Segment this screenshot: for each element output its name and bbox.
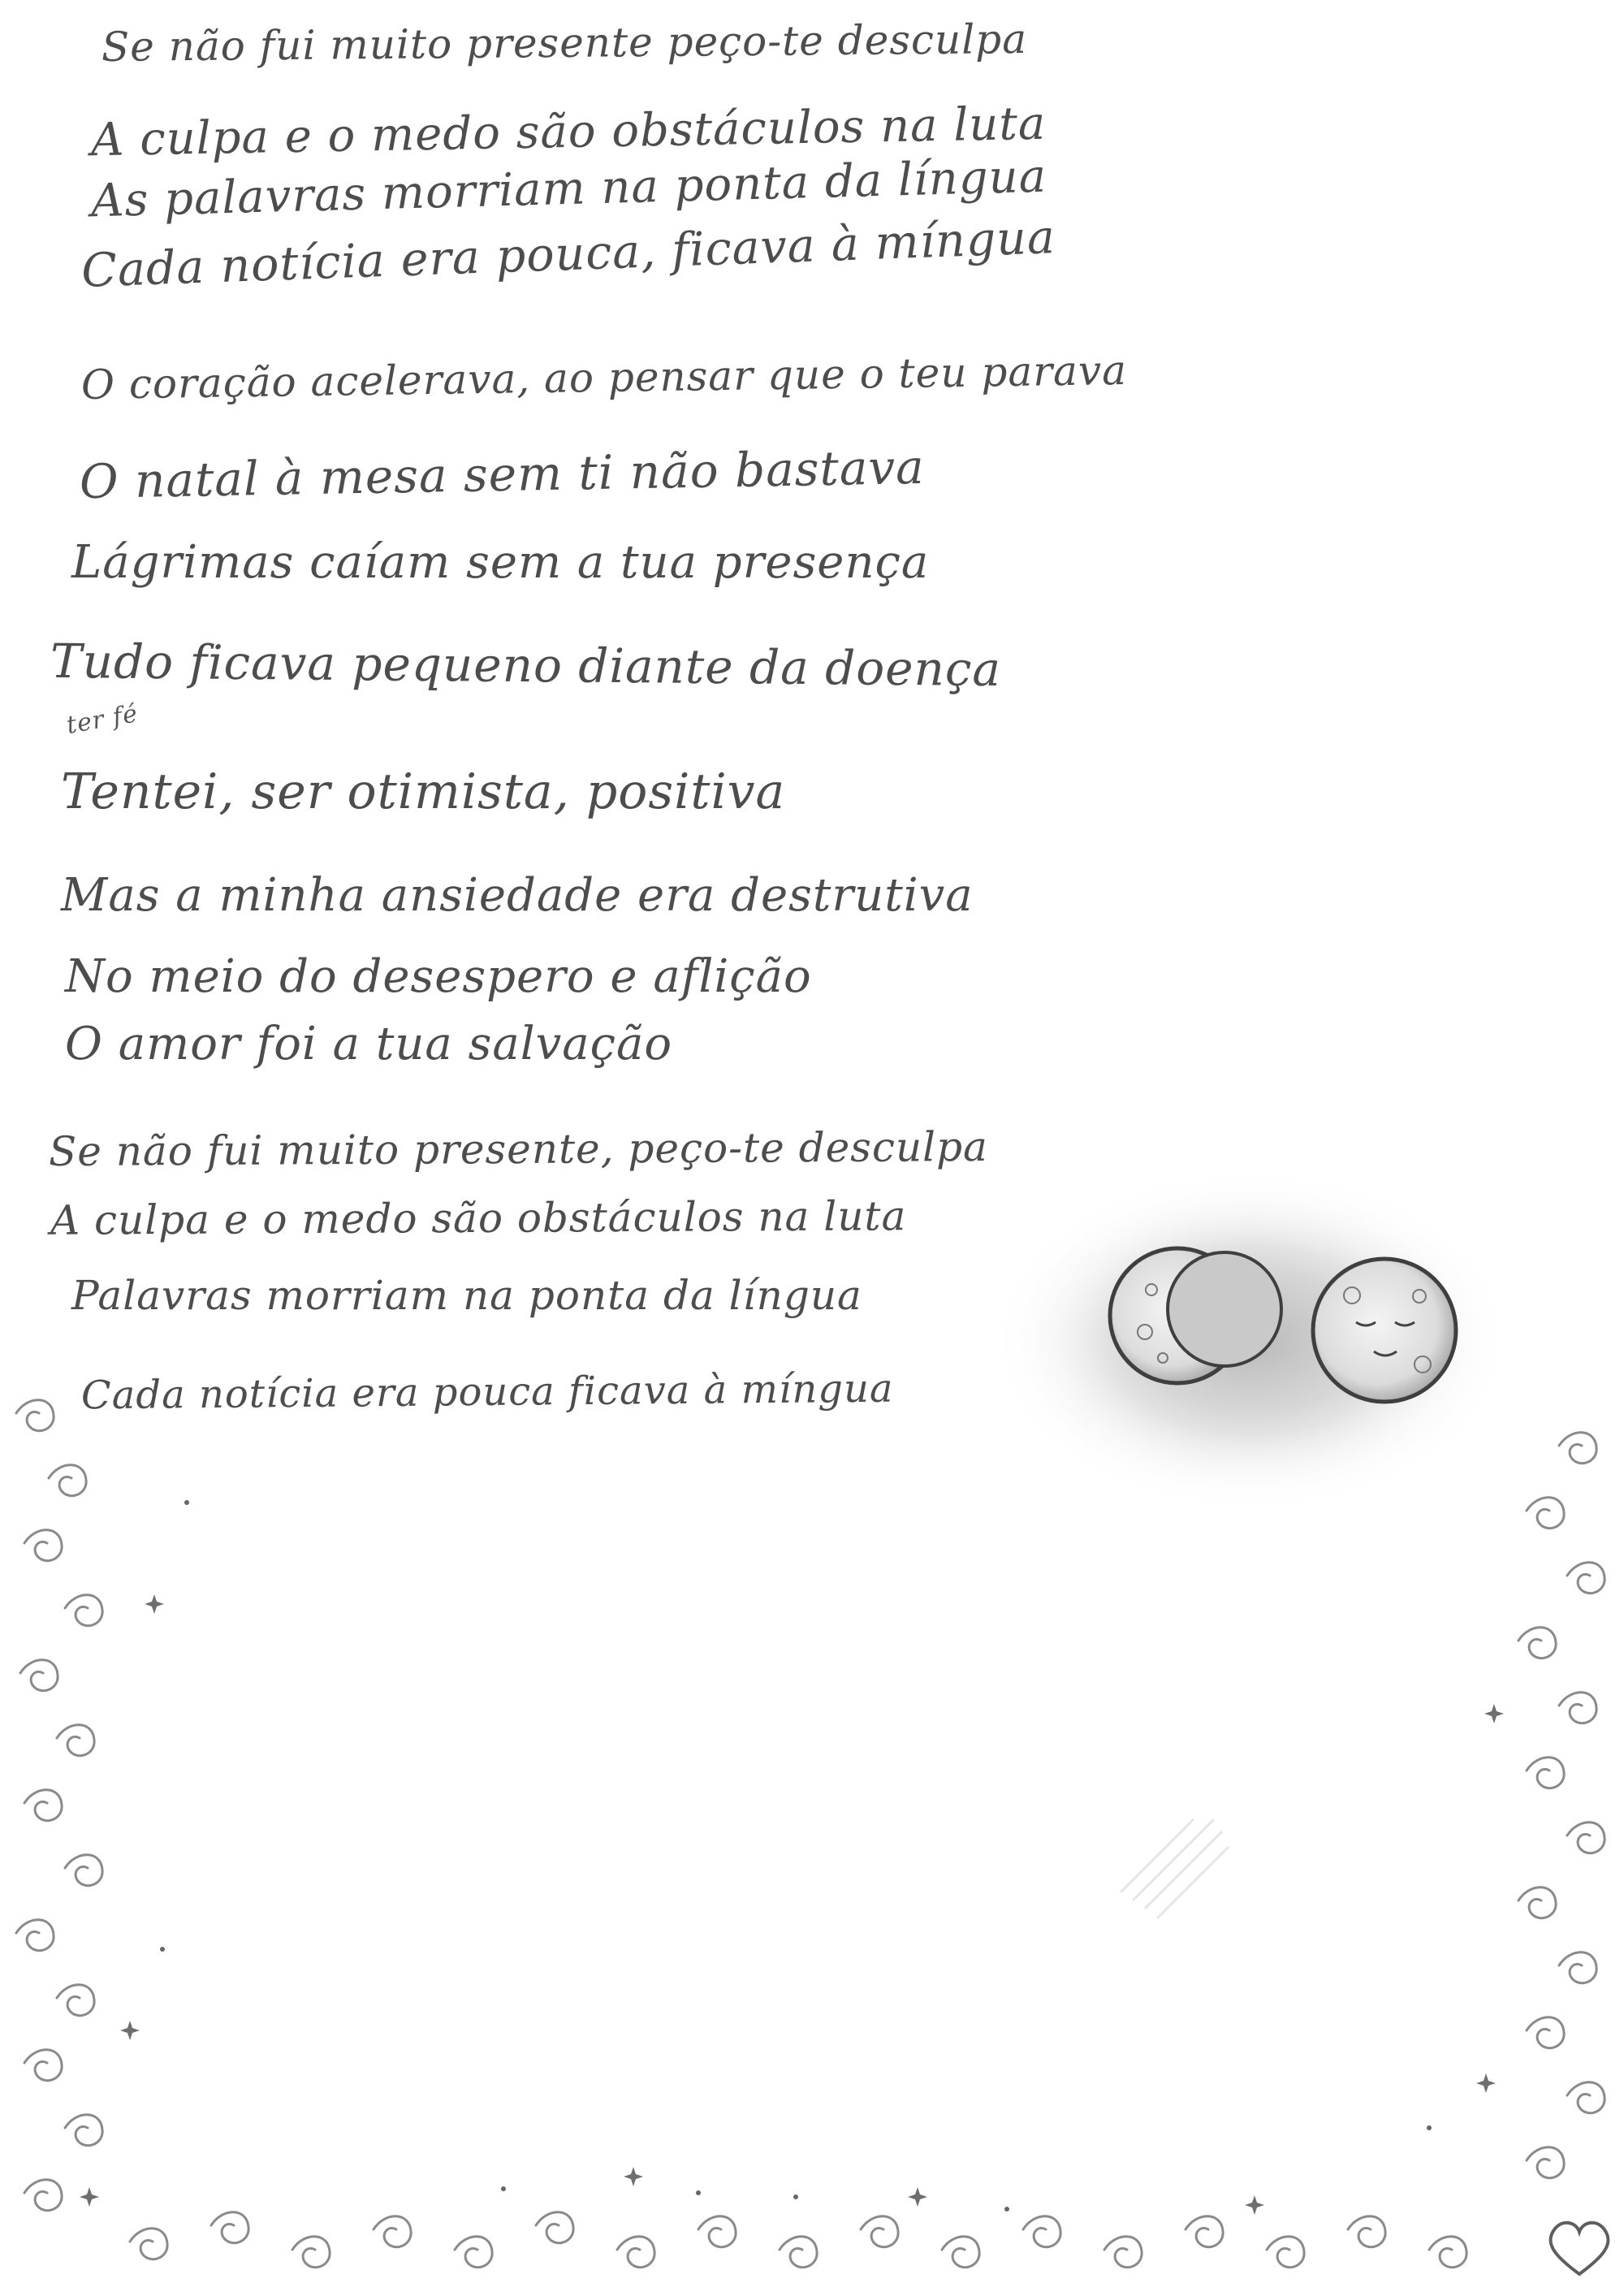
swirl-vine-border-bottom (130, 2167, 1466, 2268)
verse-line: As palavras morriam na ponta da língua (90, 149, 1047, 228)
full-moon-face-icon (1313, 1259, 1456, 1402)
verse-line: O amor foi a tua salvação (65, 1018, 673, 1070)
insertion-note: ter fé (64, 699, 140, 740)
verse-line: A culpa e o medo são obstáculos na luta (90, 97, 1047, 167)
verse-line: Palavras morriam na ponta da língua (71, 1272, 862, 1319)
verse-line: No meio do desespero e aflição (65, 950, 812, 1003)
verse-line: Lágrimas caíam sem a tua presença (71, 536, 930, 589)
verse-line: A culpa e o medo são obstáculos na luta (50, 1192, 907, 1244)
pencil-shading (1121, 1819, 1229, 1918)
verse-line: O natal à mesa sem ti não bastava (79, 439, 926, 510)
swirl-vine-border-right (1476, 1433, 1605, 2178)
swirl-vine-border-left (16, 1400, 164, 2211)
verse-segment: , ser otimista, positiva (218, 763, 786, 820)
heart-icon (1551, 2223, 1609, 2274)
verse-line: Se não fui muito presente, peço-te desculpa (48, 1122, 989, 1176)
verse-line: O coração acelerava, ao pensar que o teu parava (80, 347, 1128, 409)
verse-line: Mas a minha ansiedade era destrutiva (61, 869, 974, 922)
verse-segment: Tentei (61, 763, 219, 820)
verse-line: Tudo ficava pequeno diante da doença (50, 633, 1002, 698)
verse-line: Cada notícia era pouca ficava à míngua (80, 1365, 894, 1419)
dot-decoration (160, 1500, 1432, 2212)
verse-line: Cada notícia era pouca, ficava à míngua (80, 210, 1056, 298)
verse-line: Se não fui muito presente peço-te desculpa (101, 15, 1028, 71)
